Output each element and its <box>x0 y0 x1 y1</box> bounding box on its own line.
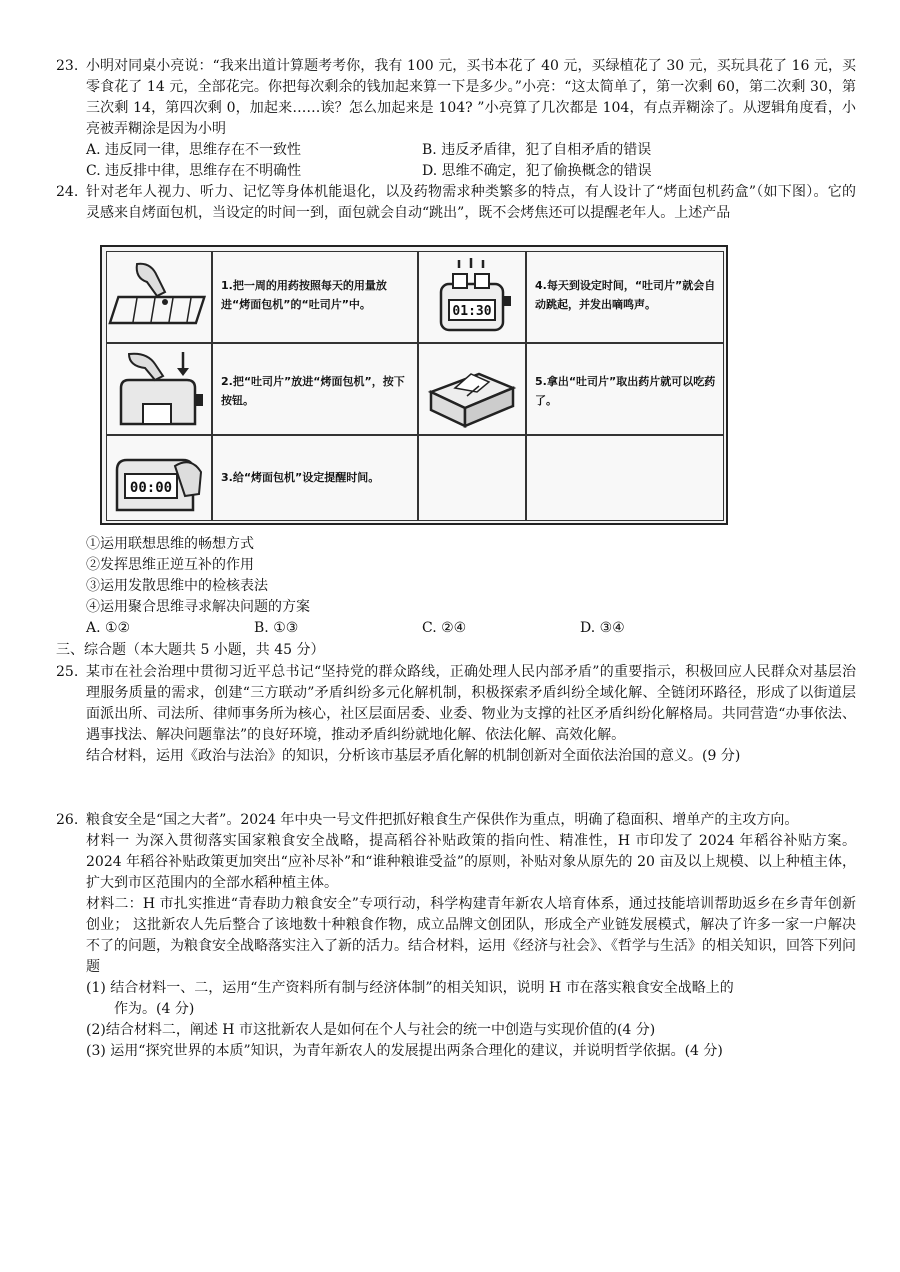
option-c: C. 违反排中律，思维存在不明确性 <box>86 163 302 179</box>
option-c: C. ②④ <box>422 620 467 636</box>
sub-question-1-line: (1) 结合材料一、二，运用“生产资料所有制与经济体制”的相关知识，说明 H 市在落实粮食安全战略上的 <box>86 980 734 996</box>
statement-2: ②发挥思维正逆互补的作用 <box>86 557 254 573</box>
question-25 <box>56 662 856 767</box>
option-d: D. ③④ <box>580 620 625 636</box>
sub-question-1 <box>86 978 856 1020</box>
question-number: 26. <box>56 812 79 828</box>
material-1: 材料一 为深入贯彻落实国家粮食安全战略，提高稻谷补贴政策的指向性、精准性，H 市印发了 2024 年稻谷补贴方案。2024 年稻谷补贴政策更加突出“应补尽补”和“谁种粮谁受益”的原则，补贴对象从原先的 20 亩及以上规模、以上种植主体，扩大到市区范围内的全部水稻种植主体。 <box>86 833 856 891</box>
option-a: A. 违反同一律，思维存在不一致性 <box>86 142 302 158</box>
toaster-pillbox-figure <box>100 245 728 525</box>
step4-cell <box>526 251 724 343</box>
step4-illustration <box>418 251 526 343</box>
step5-text: 5.拿出“吐司片”取出药片就可以吃药了。 <box>535 375 716 407</box>
options-row <box>86 618 856 639</box>
step4-text: 4.每天到设定时间，“吐司片”就会自动跳起，并发出嘀鸣声。 <box>535 279 716 311</box>
timer-readout: 00:00 <box>129 480 173 496</box>
step5-cell <box>526 343 724 435</box>
question-23 <box>56 56 856 182</box>
question-number: 25. <box>56 664 79 680</box>
options-row-1 <box>86 140 856 161</box>
sub-question-2: (2)结合材料二，阐述 H 市这批新农人是如何在个人与社会的统一中创造与实现价值的(4 分) <box>86 1022 656 1038</box>
option-b: B. ①③ <box>254 620 299 636</box>
insert-toast-icon <box>107 344 210 433</box>
sub-question-1-cont: 作为。(4 分) <box>114 1001 195 1017</box>
step5-illustration <box>418 343 526 435</box>
question-24 <box>56 182 856 224</box>
options-row-2 <box>86 161 856 182</box>
empty-cell <box>526 435 724 521</box>
step3-cell <box>212 435 418 521</box>
step1-text: 1.把一周的用药按照每天的用量放进“烤面包机”的“吐司片”中。 <box>221 279 387 311</box>
question-number: 23. <box>56 58 79 74</box>
step1-illustration <box>106 251 212 343</box>
clock-readout: 01:30 <box>452 304 492 319</box>
option-b: B. 违反矛盾律，犯了自相矛盾的错误 <box>422 142 652 158</box>
material-2: 材料二：H 市扎实推进“青春助力粮食安全”专项行动，科学构建青年新农人培育体系，通过技能培训帮助返乡在乡青年创新创业； 这批新农人先后整合了该地数十种粮食作物，成立品牌文创团队，形成全产业链发展模式，解决了许多一家一户解决不了的问题，为粮食安全战略落实注入了新的活力。结合材料，运用《经济与社会》、《哲学与生活》的相关知识，回答下列问题 <box>86 896 856 975</box>
statement-4: ④运用聚合思维寻求解决问题的方案 <box>86 599 310 615</box>
question-number: 24. <box>56 184 79 200</box>
question-24-choices <box>56 534 856 639</box>
step1-cell <box>212 251 418 343</box>
statement-3: ③运用发散思维中的检核表法 <box>86 578 268 594</box>
section-title: 三、综合题（本大题共 5 小题，共 45 分） <box>56 642 325 658</box>
pill-tray-icon <box>107 252 210 341</box>
toaster-alarm-icon <box>419 252 524 341</box>
option-a: A. ①② <box>86 620 131 636</box>
question-text: 针对老年人视力、听力、记忆等身体机能退化，以及药物需求种类繁多的特点，有人设计了“烤面包机药盒”（如下图）。它的灵感来自烤面包机，当设定的时间一到，面包就会自动“跳出”，既不会烤焦还可以提醒老年人。上述产品 <box>86 184 856 221</box>
question-26 <box>56 810 856 1062</box>
step2-cell <box>212 343 418 435</box>
take-out-pills-icon <box>419 344 524 433</box>
timer-toaster-icon <box>107 436 210 519</box>
question-text: 小明对同桌小亮说：“我来出道计算题考考你，我有 100 元，买书本花了 40 元，买绿植花了 30 元，买玩具花了 16 元，买零食花了 14 元，全部花完。你把每次剩余的钱加起来算一下是多少。”小亮：“这太简单了，第一次剩 60，第二次剩 30，第三次剩 14，第四次剩 0，加起来……诶？怎么加起来是 104? ”小亮算了几次都是 104，有点弄糊涂了。从逻辑角度看，小亮被弄糊涂是因为小明 <box>86 58 856 137</box>
step2-illustration <box>106 343 212 435</box>
empty-cell <box>418 435 526 521</box>
sub-question-3: (3) 运用“探究世界的本质”知识，为青年新农人的发展提出两条合理化的建议，并说明哲学依据。(4 分) <box>86 1043 723 1059</box>
step3-illustration <box>106 435 212 521</box>
question-text: 某市在社会治理中贯彻习近平总书记“坚持党的群众路线，正确处理人民内部矛盾”的重要指示，积极回应人民群众对基层治理服务质量的需求，创建“三方联动”矛盾纠纷多元化解机制，积极探索矛盾纠纷全域化解、全链闭环路径，形成了以街道层面派出所、司法所、律师事务所为核心，社区层面居委、业委、物业为支撑的社区矛盾纠纷化解格局。共同营造“办事依法、遇事找法、解决问题靠法”的良好环境，推动矛盾纠纷就地化解、依法化解、高效化解。 <box>86 664 856 743</box>
step3-text: 3.给“烤面包机”设定提醒时间。 <box>221 471 380 484</box>
step2-text: 2.把“吐司片”放进“烤面包机”，按下按钮。 <box>221 375 405 407</box>
statement-1: ①运用联想思维的畅想方式 <box>86 536 254 552</box>
question-task: 结合材料，运用《政治与法治》的知识，分析该市基层矛盾化解的机制创新对全面依法治国的意义。(9 分) <box>86 748 741 764</box>
option-d: D. 思维不确定，犯了偷换概念的错误 <box>422 163 652 179</box>
question-text: 粮食安全是“国之大者”。2024 年中央一号文件把抓好粮食生产保供作为重点，明确了稳面积、增单产的主攻方向。 <box>86 812 799 828</box>
